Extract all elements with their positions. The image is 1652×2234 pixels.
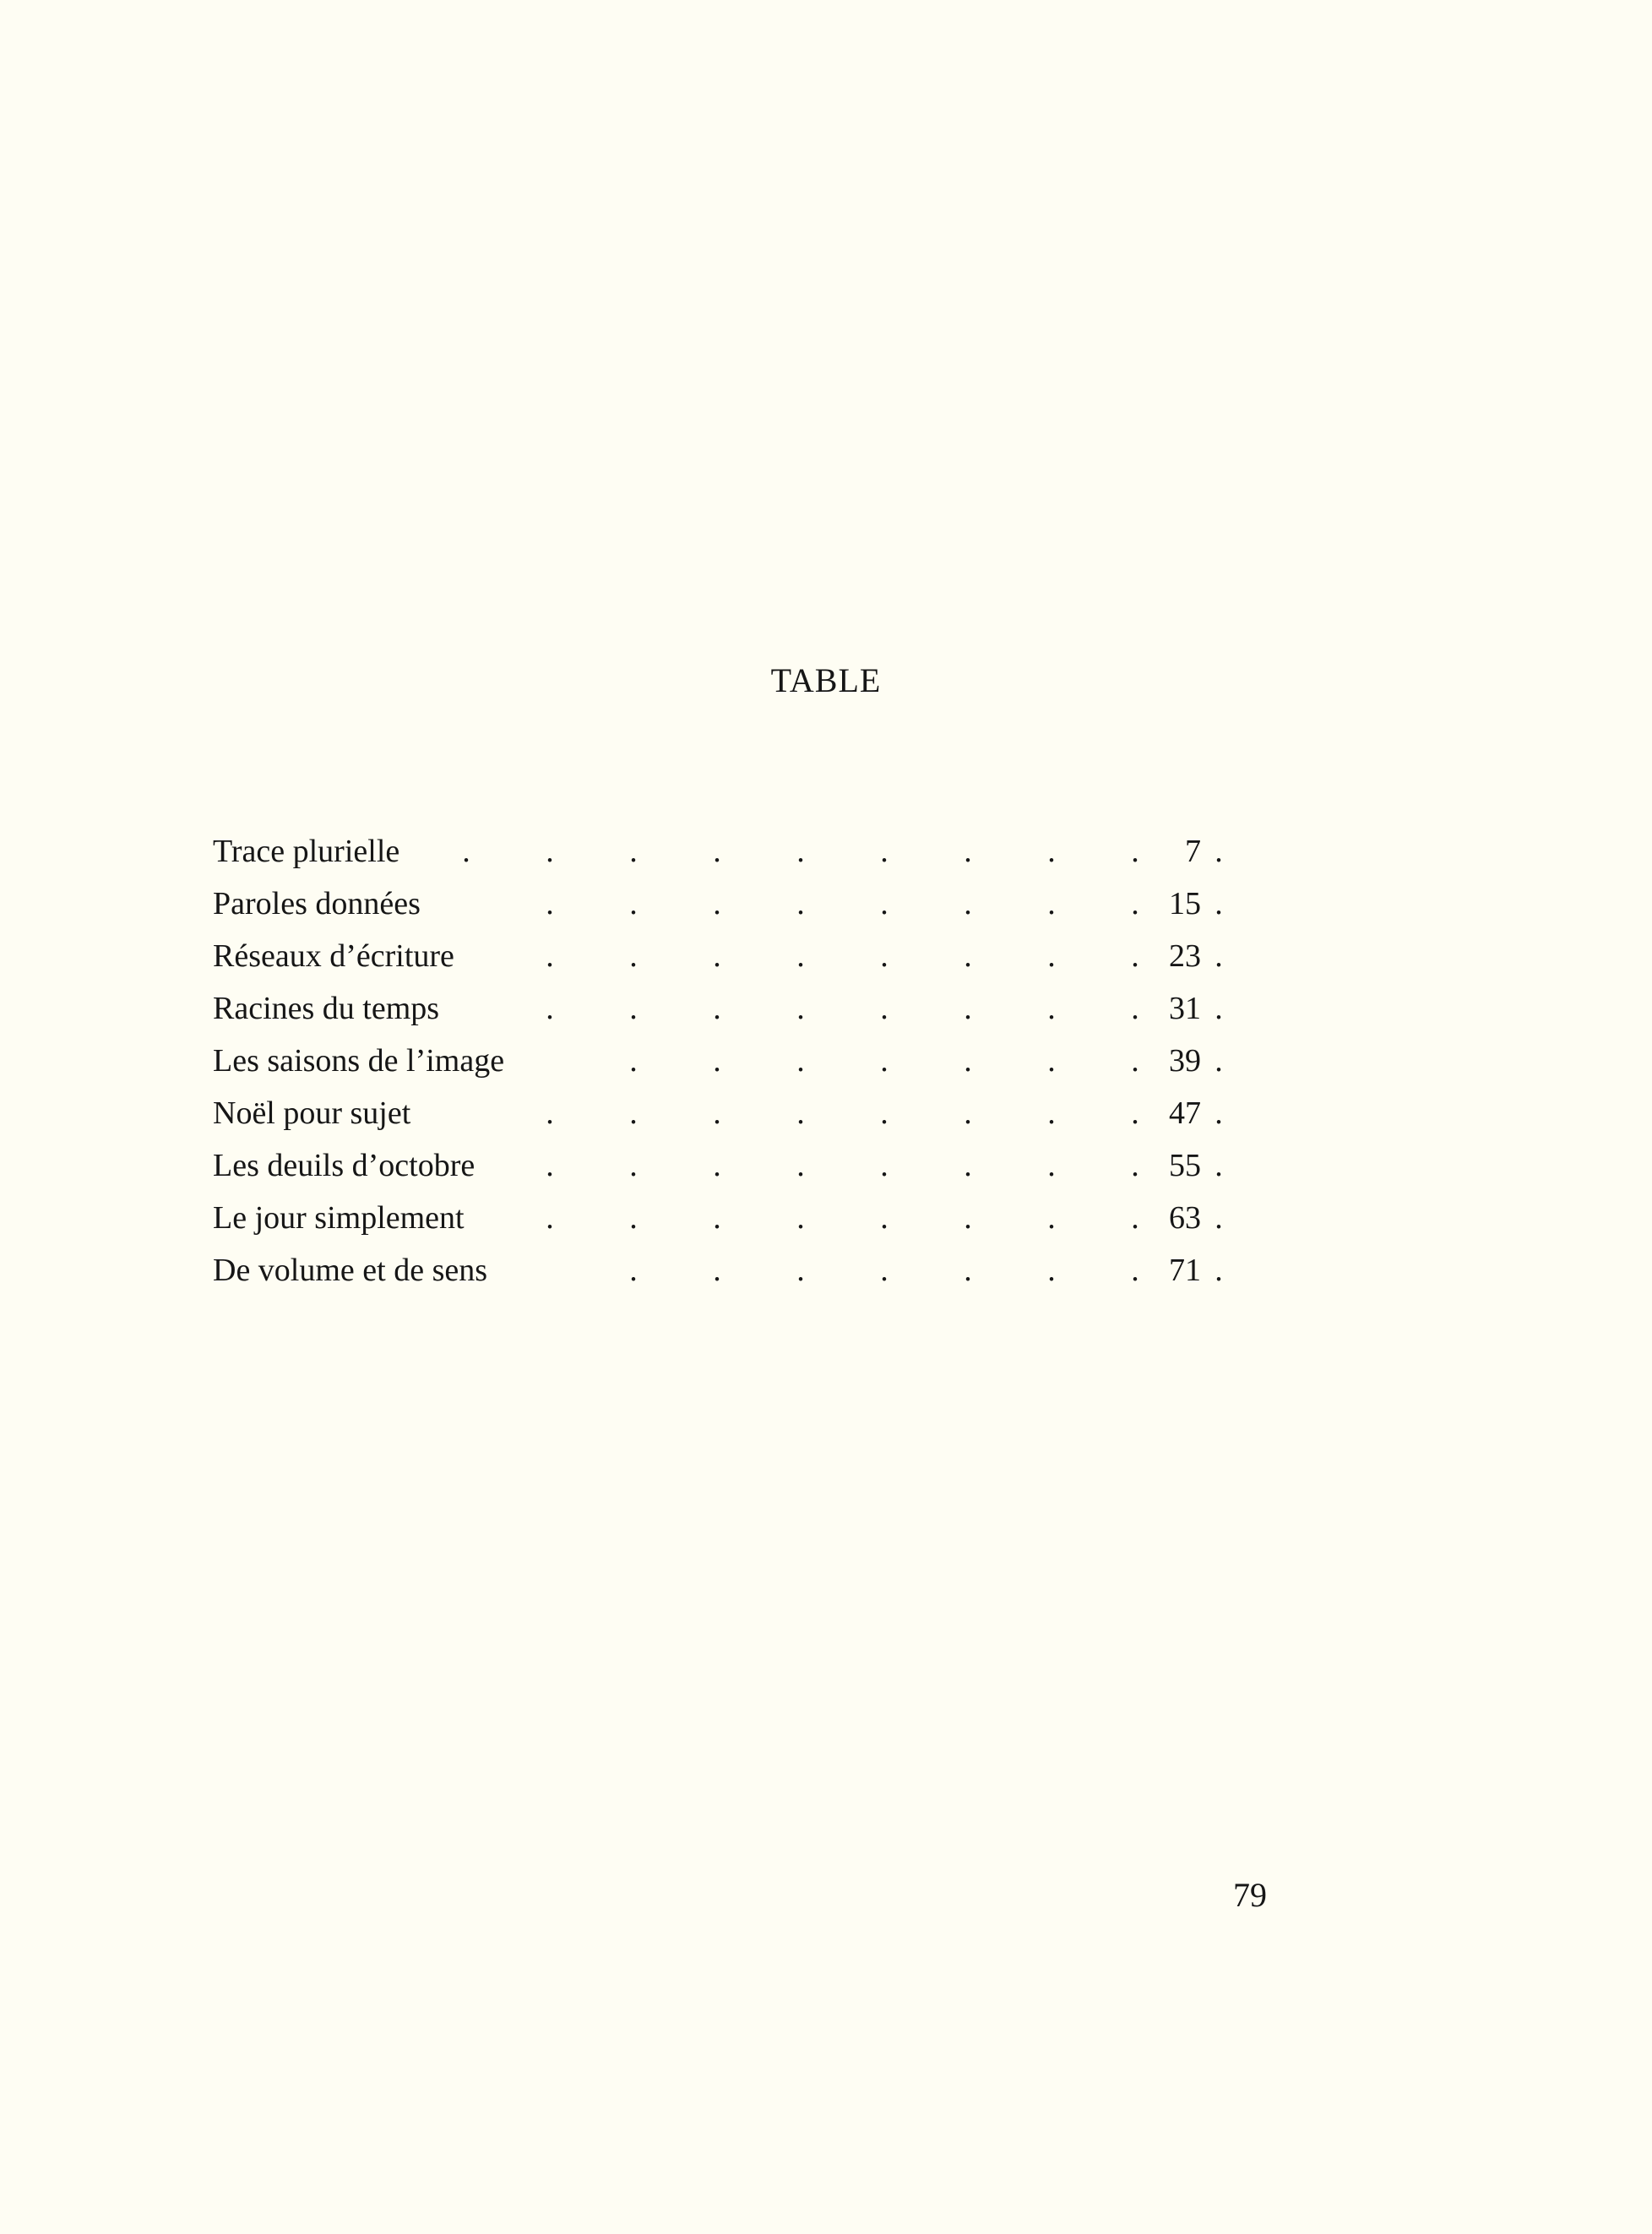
toc-leader-dots (213, 935, 1223, 977)
leader-dot: . (880, 886, 888, 921)
toc-entry (213, 883, 1223, 935)
leader-dot: . (880, 1148, 888, 1183)
toc-entry-page: 39 (1169, 1043, 1201, 1079)
leader-dot: . (1047, 834, 1056, 869)
leader-dot: . (713, 938, 721, 974)
toc-entry-title: De volume et de sens (213, 1253, 488, 1288)
leader-dot: . (1131, 991, 1139, 1026)
leader-dot: . (880, 991, 888, 1026)
leader-dot: . (1131, 1200, 1139, 1236)
leader-dot: . (546, 938, 554, 974)
toc-entry-page: 55 (1169, 1148, 1201, 1183)
leader-dot: . (1047, 1095, 1056, 1131)
leader-dot: . (964, 1148, 972, 1183)
leader-dot: . (1215, 1043, 1223, 1079)
leader-dot: . (546, 1200, 554, 1236)
leader-dot: . (1131, 886, 1139, 921)
toc-leader-dots (213, 1040, 1223, 1082)
leader-dot: . (629, 1148, 638, 1183)
toc-entry-page: 47 (1169, 1095, 1201, 1131)
leader-dot: . (796, 886, 805, 921)
leader-dot: . (629, 991, 638, 1026)
page-number: 79 (1233, 1876, 1267, 1914)
toc-entry-title: Trace plurielle (213, 834, 400, 869)
leader-dot: . (880, 938, 888, 974)
leader-dot: . (964, 991, 972, 1026)
toc-leader-dots (213, 1144, 1223, 1187)
leader-dot: . (964, 1200, 972, 1236)
leader-dot: . (713, 1148, 721, 1183)
leader-dot: . (880, 1200, 888, 1236)
toc-leader-dots (213, 1092, 1223, 1134)
leader-dot: . (629, 1200, 638, 1236)
leader-dot: . (629, 1095, 638, 1131)
leader-dot: . (964, 834, 972, 869)
toc-entry-title: Le jour simplement (213, 1200, 465, 1236)
leader-dot: . (796, 1148, 805, 1183)
toc-entry (213, 935, 1223, 987)
toc-entry-title: Les deuils d’octobre (213, 1148, 475, 1183)
toc-entry-page: 63 (1169, 1200, 1201, 1236)
leader-dot: . (880, 1095, 888, 1131)
leader-dot: . (964, 938, 972, 974)
leader-dot: . (713, 834, 721, 869)
toc-entry (213, 1197, 1223, 1249)
leader-dot: . (796, 1253, 805, 1288)
toc-leader-dots (213, 1197, 1223, 1239)
leader-dot: . (964, 886, 972, 921)
leader-dot: . (796, 938, 805, 974)
leader-dot: . (713, 1253, 721, 1288)
toc-leader-dots (213, 987, 1223, 1030)
leader-dot: . (1215, 886, 1223, 921)
leader-dot: . (1215, 1200, 1223, 1236)
leader-dot: . (796, 1200, 805, 1236)
page-title: TABLE (770, 661, 882, 699)
toc-entry-title: Noël pour sujet (213, 1095, 411, 1131)
toc-entry (213, 830, 1223, 883)
leader-dot: . (1215, 991, 1223, 1026)
toc-entry (213, 987, 1223, 1040)
leader-dot: . (1215, 938, 1223, 974)
leader-dot: . (1131, 1095, 1139, 1131)
leader-dot: . (796, 991, 805, 1026)
leader-dot: . (880, 834, 888, 869)
toc-entry-title: Réseaux d’écriture (213, 938, 454, 974)
leader-dot: . (1047, 1200, 1056, 1236)
leader-dot: . (629, 938, 638, 974)
leader-dot: . (1047, 886, 1056, 921)
leader-dot: . (1047, 938, 1056, 974)
toc-entry-title: Racines du temps (213, 991, 440, 1026)
leader-dot: . (1215, 834, 1223, 869)
leader-dot: . (713, 991, 721, 1026)
leader-dot: . (546, 991, 554, 1026)
leader-dot: . (546, 1148, 554, 1183)
leader-dot: . (629, 1043, 638, 1079)
leader-dot: . (546, 1095, 554, 1131)
leader-dot: . (1131, 1148, 1139, 1183)
leader-dot: . (629, 886, 638, 921)
leader-dot: . (1047, 1253, 1056, 1288)
leader-dot: . (796, 834, 805, 869)
leader-dot: . (1215, 1253, 1223, 1288)
toc-entry (213, 1040, 1223, 1092)
leader-dot: . (880, 1043, 888, 1079)
toc-leader-dots (213, 1249, 1223, 1291)
leader-dot: . (713, 1095, 721, 1131)
leader-dot: . (1047, 1148, 1056, 1183)
toc-entry-title: Les saisons de l’image (213, 1043, 505, 1079)
leader-dot: . (880, 1253, 888, 1288)
leader-dot: . (964, 1253, 972, 1288)
leader-dot: . (713, 1200, 721, 1236)
toc-leader-dots (213, 830, 1223, 872)
leader-dot: . (462, 834, 470, 869)
toc-leader-dots (213, 883, 1223, 925)
toc-entry (213, 1249, 1223, 1302)
leader-dot: . (1131, 938, 1139, 974)
table-of-contents (213, 830, 1223, 1302)
leader-dot: . (1131, 1043, 1139, 1079)
toc-entry-page: 23 (1169, 938, 1201, 974)
toc-entry-page: 15 (1169, 886, 1201, 921)
toc-entry (213, 1144, 1223, 1197)
leader-dot: . (546, 834, 554, 869)
leader-dot: . (1047, 991, 1056, 1026)
leader-dot: . (1047, 1043, 1056, 1079)
leader-dot: . (1215, 1095, 1223, 1131)
toc-entry-title: Paroles données (213, 886, 421, 921)
toc-entry-page: 31 (1169, 991, 1201, 1026)
toc-entry-page: 7 (1185, 834, 1201, 869)
leader-dot: . (629, 1253, 638, 1288)
leader-dot: . (1215, 1148, 1223, 1183)
leader-dot: . (546, 886, 554, 921)
toc-entry (213, 1092, 1223, 1144)
leader-dot: . (629, 834, 638, 869)
leader-dot: . (713, 1043, 721, 1079)
leader-dot: . (796, 1043, 805, 1079)
toc-entry-page: 71 (1169, 1253, 1201, 1288)
leader-dot: . (964, 1095, 972, 1131)
leader-dot: . (1131, 834, 1139, 869)
leader-dot: . (964, 1043, 972, 1079)
leader-dot: . (796, 1095, 805, 1131)
leader-dot: . (713, 886, 721, 921)
leader-dot: . (1131, 1253, 1139, 1288)
